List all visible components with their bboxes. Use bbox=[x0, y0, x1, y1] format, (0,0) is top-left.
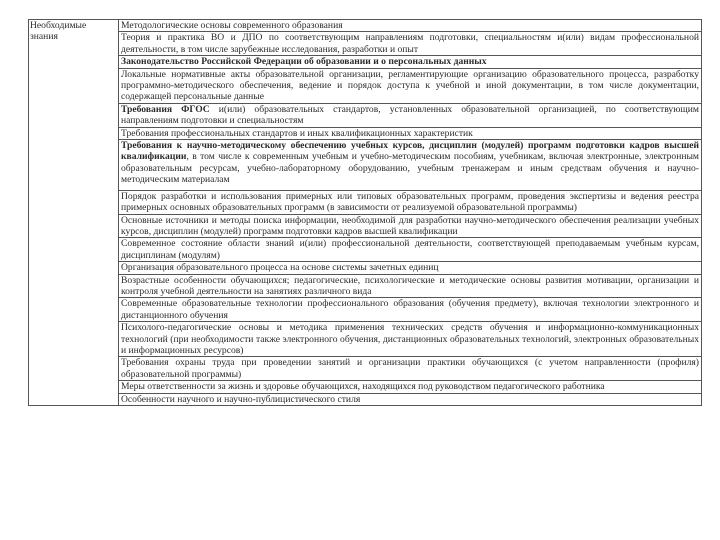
requirement-text: Психолого-педагогические основы и методика применения технических средств обучения и информационно-коммуникационных технологий (при необходимости также электронного обучения, дистанционных образовательных технологий, электронных образовательных и информационных ресурсов) bbox=[121, 322, 699, 356]
table-row bbox=[29, 274, 702, 298]
requirement-text: Организация образовательного процесса на основе системы зачетных единиц bbox=[121, 262, 439, 274]
requirement-text: Меры ответственности за жизнь и здоровье обучающихся, находящихся под руководством педагогического работника bbox=[121, 381, 605, 393]
requirement-text: Особенности научного и научно-публицистического стиля bbox=[121, 393, 361, 405]
table-cell bbox=[119, 20, 702, 32]
table-cell bbox=[119, 140, 702, 191]
table-row bbox=[29, 381, 702, 393]
requirement-text: Методологические основы современного образования bbox=[121, 20, 343, 31]
table-row bbox=[29, 56, 702, 68]
table-cell bbox=[119, 56, 702, 68]
table-cell bbox=[119, 262, 702, 274]
table-cell bbox=[119, 68, 702, 103]
table-row bbox=[29, 393, 702, 405]
table-row bbox=[29, 68, 702, 103]
table-cell bbox=[119, 103, 702, 127]
table-cell bbox=[119, 274, 702, 298]
table-row bbox=[29, 20, 702, 32]
requirement-text: и(или) образовательных стандартов, установленных образовательной организацией, по соответствующим направлениям подготовки и специальностям bbox=[121, 103, 699, 127]
table-row bbox=[29, 127, 702, 139]
requirement-text: Современное состояние области знаний и(или) профессиональной деятельности, соответствующей преподаваемым учебным курсам, дисциплинам (модулям) bbox=[121, 238, 699, 261]
table-cell bbox=[119, 127, 702, 139]
requirement-bold-text: Требования ФГОС bbox=[121, 103, 210, 115]
table-cell bbox=[119, 298, 702, 322]
requirement-text: Теория и практика ВО и ДПО по соответствующим направлениям подготовки, специальностям и(или) видам профессиональной деятельности, в том числе зарубежные исследования, разработки и опыт bbox=[121, 32, 699, 55]
requirement-text: Порядок разработки и использования примерных или типовых образовательных программ, проведения экспертизы и ведения реестра примерных основных образовательных программ (в зависимости от реализуемой образовательной программы) bbox=[121, 190, 699, 214]
table-row bbox=[29, 32, 702, 56]
table-row bbox=[29, 140, 702, 191]
table-row bbox=[29, 103, 702, 127]
table-cell bbox=[119, 393, 702, 405]
table-cell bbox=[119, 214, 702, 238]
category-label-cell: Необходимые знания bbox=[29, 20, 119, 406]
requirement-text: Требования охраны труда при проведении занятий и организации практики обучающихся (с учетом направленности (профиля) образовательной программы) bbox=[121, 357, 699, 380]
requirement-bold-text: Законодательство Российской Федерации об образовании и о персональных данных bbox=[121, 56, 487, 68]
requirement-text: , в том числе к современным учебным и учебно-методическим пособиям, учебникам, включая электронные, электронным образовательным ресурсам, учебно-лабораторному оборудованию, учебным тренажерам и иным средствам обучения и научно-методическим материалам bbox=[121, 151, 699, 186]
table-cell bbox=[119, 322, 702, 357]
requirement-text: Возрастные особенности обучающихся; педагогические, психологические и методические основы развития мотивации, организации и контроля учебной деятельности на занятиях различного вида bbox=[121, 274, 699, 297]
requirement-text: Современные образовательные технологии профессионального образования (обучения предмету), включая технологии электронного и дистанционного обучения bbox=[121, 298, 699, 321]
table-row bbox=[29, 262, 702, 274]
knowledge-requirements-table bbox=[28, 19, 702, 406]
table-row bbox=[29, 214, 702, 238]
table-cell bbox=[119, 32, 702, 56]
table-cell bbox=[119, 238, 702, 262]
requirement-bold-text: Требования к научно-методическому обеспечению учебных курсов, дисциплин (модулей) программ подготовки кадров высшей квалификации bbox=[121, 140, 699, 163]
requirement-text: Основные источники и методы поиска информации, необходимой для разработки научно-методического обеспечения реализации учебных курсов, дисциплин (модулей) программ подготовки кадров высшей квалификации bbox=[121, 214, 699, 237]
table-row bbox=[29, 357, 702, 381]
table-row bbox=[29, 238, 702, 262]
table-row bbox=[29, 190, 702, 214]
table-cell bbox=[119, 381, 702, 393]
requirement-text: Локальные нормативные акты образовательной организации, регламентирующие организацию образовательного процесса, разработку программно-методического обеспечения, ведение и порядок доступа к учебной и иной документации, в том числе документации, содержащей персональные данные bbox=[121, 68, 699, 103]
table-cell bbox=[119, 190, 702, 214]
table-cell bbox=[119, 357, 702, 381]
table-row bbox=[29, 298, 702, 322]
table-row bbox=[29, 322, 702, 357]
requirement-text: Требования профессиональных стандартов и иных квалификационных характеристик bbox=[121, 127, 473, 139]
